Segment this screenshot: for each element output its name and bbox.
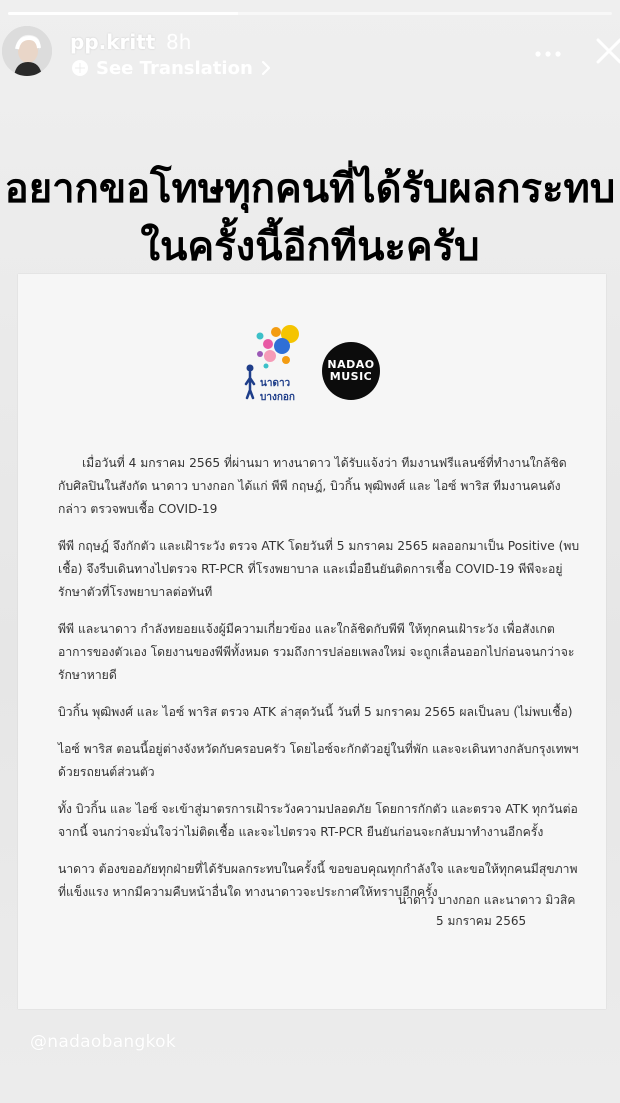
- chevron-right-icon: [259, 58, 273, 78]
- see-translation-label: See Translation: [96, 57, 253, 79]
- headline-line-2: ในครั้งนี้อีกทีนะครับ: [140, 224, 480, 270]
- announcement-paragraph: บิวกิ้น พุฒิพงศ์ และ ไอซ์ พาริส ตรวจ ATK ล่าสุดวันนี้ วันที่ 5 มกราคม 2565 ผลเป็นลบ (ไม่พบเชื้อ): [58, 705, 573, 719]
- svg-text:บางกอก: บางกอก: [260, 392, 295, 403]
- announcement-paragraph: นาดาว ต้องขออภัยทุกฝ่ายที่ได้รับผลกระทบในครั้งนี้ ขอขอบคุณทุกกำลังใจ และขอให้ทุกคนมีสุขภาพที่แข็งแรง หากมีความคืบหน้าอื่นใด ทางนาดาวจะประกาศให้ทราบอีกครั้ง: [58, 862, 578, 899]
- mention-sticker[interactable]: @nadaobangkok: [30, 1032, 176, 1052]
- headline-line-1: อยากขอโทษทุกคนที่ได้รับผลกระทบ: [4, 166, 616, 212]
- nadao-bangkok-logo: [240, 324, 310, 406]
- story-progress-fill: [8, 12, 238, 15]
- signature-date: 5 มกราคม 2565: [436, 914, 527, 928]
- story-header: [0, 22, 620, 86]
- see-translation-button[interactable]: [70, 56, 273, 80]
- announcement-document: [18, 274, 606, 1009]
- story-headline: [0, 160, 620, 276]
- translate-icon: [70, 58, 90, 78]
- story-progress-bar: [8, 12, 612, 15]
- nadao-music-logo: [322, 342, 380, 400]
- svg-text:นาดาว: นาดาว: [260, 378, 291, 389]
- post-time: 8h: [166, 30, 192, 54]
- logo-music-line2: MUSIC: [329, 370, 373, 383]
- logo-music-line1: NADAO: [327, 358, 375, 371]
- announcement-paragraph: พีพี กฤษฎ์ จึงกักตัว และเฝ้าระวัง ตรวจ ATK โดยวันที่ 5 มกราคม 2565 ผลออกมาเป็น Positive (พบเชื้อ) จึงรีบเดินทางไปตรวจ RT-PCR ที่โรงพยาบาล และเมื่อยืนยันติดการเชื้อ COVID-19 พีพีจะอยู่รักษาตัวที่โรงพยาบาลต่อทันที: [58, 539, 580, 599]
- announcement-paragraph: เมื่อวันที่ 4 มกราคม 2565 ที่ผ่านมา ทางนาดาว ได้รับแจ้งว่า ทีมงานฟรีแลนซ์ที่ทำงานใกล้ชิดกับศิลปินในสังกัด นาดาว บางกอก ได้แก่ พีพี กฤษฎ์, บิวกิ้น พุฒิพงศ์ และ ไอซ์ พาริส ทีมงานคนดังกล่าว ตรวจพบเชื้อ COVID-19: [58, 456, 567, 516]
- announcement-paragraph: ทั้ง บิวกิ้น และ ไอซ์ จะเข้าสู่มาตรการเฝ้าระวังความปลอดภัย โดยการกักตัว และตรวจ ATK ทุกวันต่อจากนี้ จนกว่าจะมั่นใจว่าไม่ติดเชื้อ และจะไปตรวจ RT-PCR ยืนยันก่อนจะกลับมาทำงานอีกครั้ง: [58, 802, 578, 839]
- close-icon[interactable]: [594, 36, 620, 66]
- avatar[interactable]: [2, 26, 52, 76]
- announcement-paragraph: พีพี และนาดาว กำลังทยอยแจ้งผู้มีความเกี่ยวข้อง และใกล้ชิดกับพีพี ให้ทุกคนเฝ้าระวัง เพื่อสังเกตอาการของตัวเอง โดยงานของพีพีทั้งหมด รวมถึงการปล่อยเพลงใหม่ จะถูกเลื่อนออกไปก่อนจนกว่าจะรักษาหายดี: [58, 622, 575, 682]
- username[interactable]: pp.kritt: [70, 30, 156, 54]
- document-signature: [398, 890, 598, 932]
- more-options-icon[interactable]: [532, 42, 564, 66]
- announcement-paragraph: ไอซ์ พาริส ตอนนี้อยู่ต่างจังหวัดกับครอบครัว โดยไอซ์จะกักตัวอยู่ในที่พัก และจะเดินทางกลับกรุงเทพฯ ด้วยรถยนต์ส่วนตัว: [58, 742, 579, 779]
- signature-organization: นาดาว บางกอก และนาดาว มิวสิค: [398, 893, 576, 907]
- announcement-body: [58, 452, 580, 918]
